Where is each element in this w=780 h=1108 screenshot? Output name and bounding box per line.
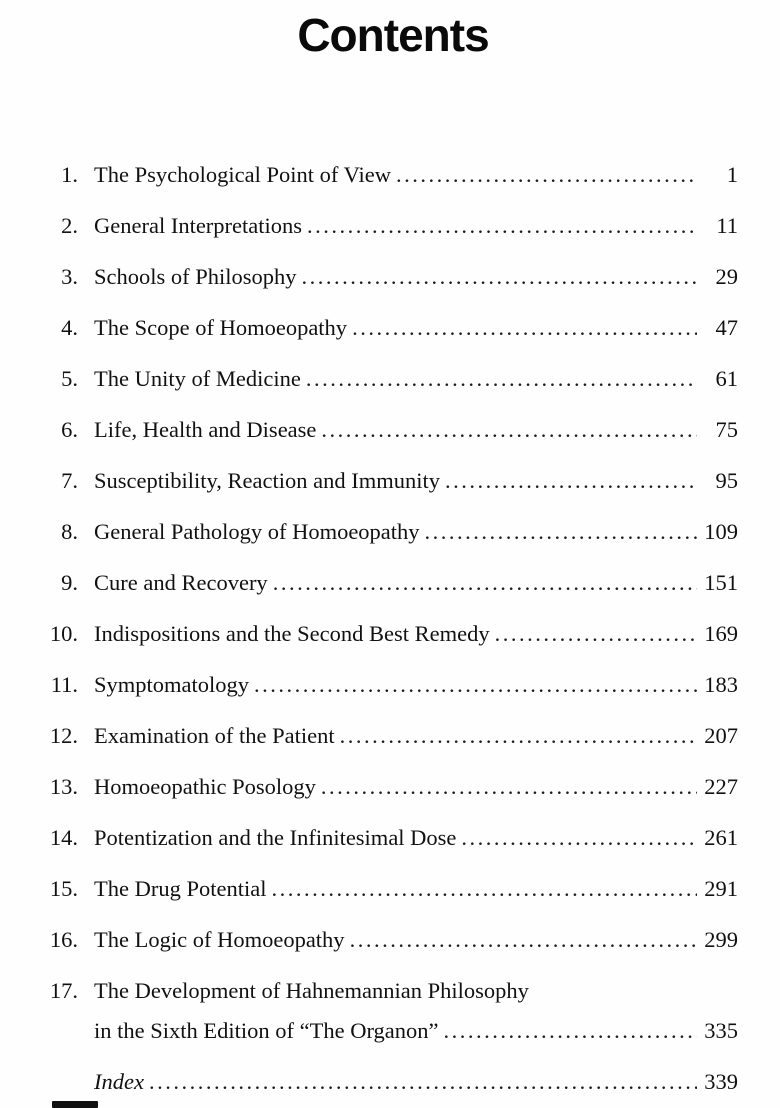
toc-entry — [48, 876, 738, 902]
entry-title: The Drug Potential — [94, 876, 267, 901]
entry-page: 339 — [704, 1069, 738, 1094]
toc-entry-line-1 — [48, 978, 738, 1004]
toc-entry — [48, 264, 738, 290]
dot-leader — [445, 468, 697, 494]
entry-page: 61 — [715, 366, 738, 391]
toc-entry — [48, 417, 738, 443]
dot-leader — [306, 366, 697, 392]
entry-title: The Logic of Homoeopathy — [94, 927, 345, 952]
toc-entry-line-2 — [48, 1018, 738, 1044]
entry-title: The Unity of Medicine — [94, 366, 301, 391]
dot-leader — [425, 519, 697, 545]
dot-leader — [254, 672, 697, 698]
entry-page: 95 — [715, 468, 738, 493]
toc-entry — [48, 621, 738, 647]
entry-number: 10. — [49, 621, 78, 646]
entry-number: 15. — [49, 876, 78, 901]
entry-number: 13. — [49, 774, 78, 799]
dot-leader — [302, 264, 697, 290]
toc-entry — [48, 570, 738, 596]
entry-number: 14. — [49, 825, 78, 850]
entry-page: 335 — [704, 1018, 738, 1043]
entry-number: 1. — [61, 162, 78, 187]
dot-leader — [149, 1069, 697, 1095]
dot-leader — [396, 162, 697, 188]
entry-title: General Pathology of Homoeopathy — [94, 519, 420, 544]
toc-entry — [48, 774, 738, 800]
entry-number: 11. — [50, 672, 78, 697]
toc-list — [48, 162, 738, 1095]
entry-title: The Development of Hahnemannian Philosophy — [94, 978, 529, 1003]
entry-title: Schools of Philosophy — [94, 264, 297, 289]
entry-number: 4. — [61, 315, 78, 340]
entry-page: 29 — [715, 264, 738, 289]
dot-leader — [340, 723, 697, 749]
dot-leader — [350, 927, 697, 953]
entry-page: 299 — [704, 927, 738, 952]
toc-entry — [48, 723, 738, 749]
toc-entry-index — [48, 1069, 738, 1095]
dot-leader — [461, 825, 697, 851]
entry-number: 6. — [61, 417, 78, 442]
entry-page: 75 — [715, 417, 738, 442]
toc-entry — [48, 213, 738, 239]
entry-title: Indispositions and the Second Best Remedy — [94, 621, 490, 646]
entry-title: Homoeopathic Posology — [94, 774, 316, 799]
entry-page: 109 — [704, 519, 738, 544]
dot-leader — [444, 1018, 697, 1044]
dot-leader — [495, 621, 697, 647]
entry-number: 9. — [61, 570, 78, 595]
toc-entry — [48, 162, 738, 188]
entry-page: 11 — [716, 213, 738, 238]
entry-number: 12. — [49, 723, 78, 748]
entry-title: General Interpretations — [94, 213, 303, 238]
toc-entry — [48, 366, 738, 392]
dot-leader — [307, 213, 697, 239]
scan-artifact-mark — [52, 1101, 98, 1108]
entry-title: The Scope of Homoeopathy — [94, 315, 348, 340]
entry-title-continued: in the Sixth Edition of “The Organon” — [94, 1018, 439, 1043]
entry-number: 5. — [61, 366, 78, 391]
entry-number: 2. — [61, 213, 78, 238]
dot-leader — [321, 417, 697, 443]
entry-title: Susceptibility, Reaction and Immunity — [94, 468, 440, 493]
toc-entry — [48, 315, 738, 341]
entry-number: 7. — [61, 468, 78, 493]
entry-title: Potentization and the Infinitesimal Dose — [94, 825, 457, 850]
entry-page: 261 — [704, 825, 738, 850]
entry-page: 183 — [704, 672, 738, 697]
entry-page: 169 — [704, 621, 738, 646]
entry-number: 16. — [49, 927, 78, 952]
toc-entry — [48, 825, 738, 851]
entry-title: The Psychological Point of View — [94, 162, 391, 187]
entry-number: 3. — [61, 264, 78, 289]
toc-entry — [48, 978, 738, 1044]
entry-title: Life, Health and Disease — [94, 417, 317, 442]
toc-entry — [48, 672, 738, 698]
dot-leader — [321, 774, 697, 800]
page-title: Contents — [297, 9, 489, 61]
entry-page: 207 — [704, 723, 738, 748]
entry-title: Symptomatology — [94, 672, 250, 697]
dot-leader — [271, 876, 697, 902]
entry-page: 291 — [704, 876, 738, 901]
entry-number: 8. — [61, 519, 78, 544]
toc-entry — [48, 468, 738, 494]
entry-number: 17. — [49, 978, 78, 1003]
entry-page: 227 — [704, 774, 738, 799]
dot-leader — [273, 570, 697, 596]
toc-entry — [48, 519, 738, 545]
entry-page: 151 — [704, 570, 738, 595]
entry-page: 47 — [715, 315, 738, 340]
entry-page: 1 — [726, 162, 738, 187]
entry-title: Index — [94, 1069, 144, 1094]
dot-leader — [352, 315, 697, 341]
entry-title: Examination of the Patient — [94, 723, 335, 748]
toc-entry — [48, 927, 738, 953]
entry-title: Cure and Recovery — [94, 570, 268, 595]
